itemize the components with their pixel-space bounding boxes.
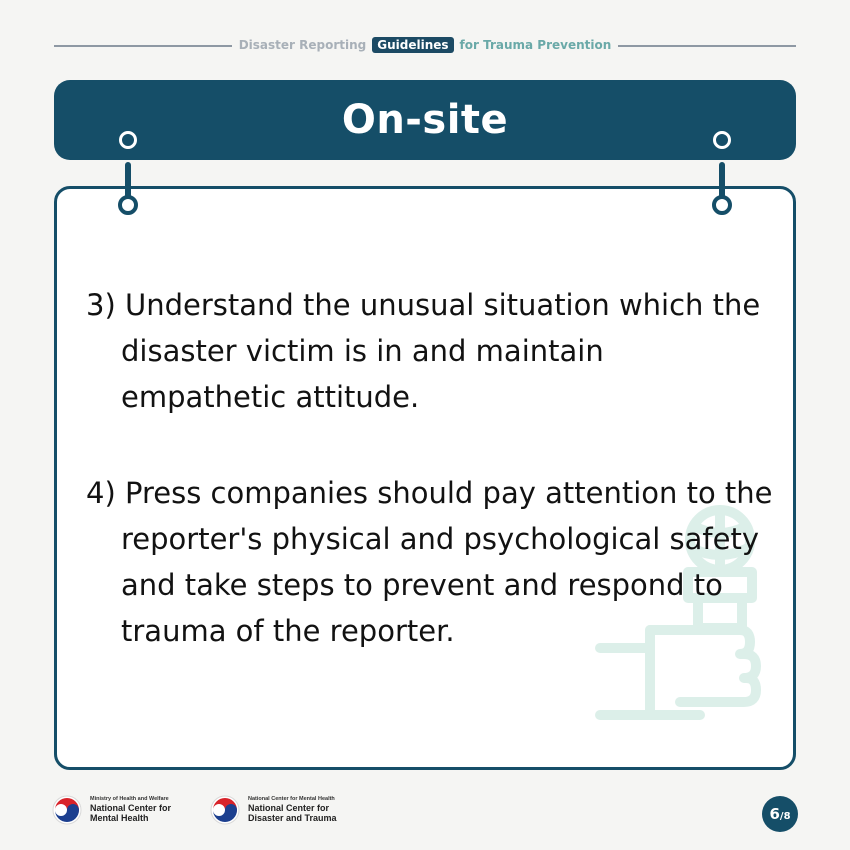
binder-ring-left-hole [119, 131, 137, 149]
footer-logo-disaster-trauma [210, 795, 337, 825]
binder-ring-right-eye [712, 195, 732, 215]
header-pill: Guidelines [372, 37, 453, 53]
logo1-ministry: Ministry of Health and Welfare [90, 795, 169, 802]
page-separator: / [779, 810, 784, 822]
logo2-ministry: National Center for Mental Health [248, 795, 335, 802]
taegeuk-emblem-icon [52, 795, 82, 825]
series-header [232, 37, 618, 53]
page-title: On-site [341, 97, 509, 143]
guideline-item-3: 3) Understand the unusual situation which the disaster victim is in and maintain empathetic attitude. [86, 288, 761, 414]
binder-ring-left-eye [118, 195, 138, 215]
logo2-line1: National Center for [248, 802, 330, 813]
logo1-line1: National Center for [90, 802, 172, 813]
taegeuk-emblem-icon [210, 795, 240, 825]
header-part1: Disaster Reporting [238, 38, 367, 52]
page-current: 6 [769, 805, 780, 823]
page-number-badge [762, 796, 798, 832]
footer-logo-mental-health [52, 795, 171, 825]
binder-ring-right-hole [713, 131, 731, 149]
title-banner [54, 80, 796, 160]
header-part2: for Trauma Prevention [459, 38, 612, 52]
header-divider-right [618, 45, 796, 47]
logo1-line2: Mental Health [90, 813, 149, 824]
page-total: 8 [783, 810, 791, 822]
logo2-line2: Disaster and Trauma [248, 813, 337, 824]
guideline-item-4: 4) Press companies should pay attention to the reporter's physical and psychological safety and take steps to prevent and respond to trauma of the reporter. [86, 476, 773, 648]
header-divider-left [54, 45, 232, 47]
